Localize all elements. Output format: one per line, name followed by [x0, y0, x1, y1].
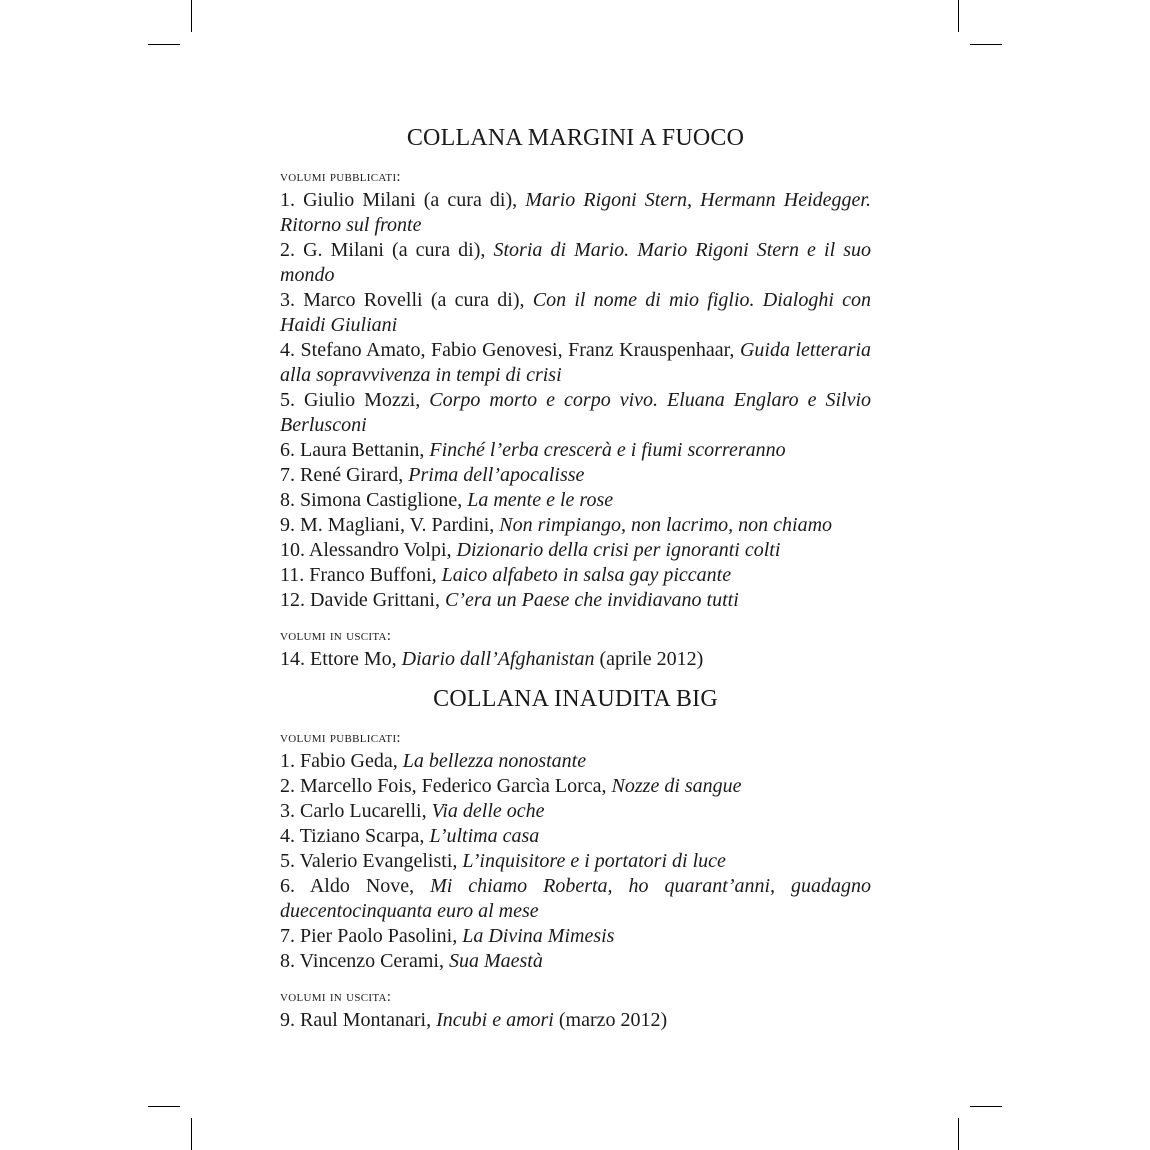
item-author: Alessandro Volpi,: [308, 539, 452, 561]
item-author: Marcello Fois, Federico Garcìa Lorca,: [300, 775, 607, 797]
item-title: Mi chiamo Roberta, ho quarant’anni, guadagno duecentocinquanta euro al mese: [280, 875, 871, 922]
crop-mark: [970, 44, 1002, 45]
item-author: Valerio Evangelisti,: [299, 850, 458, 872]
item-number: 5.: [280, 850, 295, 872]
crop-mark: [148, 1106, 180, 1107]
item-author: Raul Montanari,: [300, 1009, 432, 1031]
book-list: [280, 1008, 871, 1033]
item-number: 9.: [280, 514, 295, 536]
item-number: 7.: [280, 464, 295, 486]
item-author: Tiziano Scarpa,: [299, 825, 425, 847]
item-number: 6.: [280, 439, 295, 461]
collection-title: COLLANA MARGINI A FUOCO: [406, 125, 745, 151]
item-title: Via delle oche: [431, 800, 545, 822]
item-title: Sua Maestà: [448, 950, 543, 972]
item-number: 6.: [280, 875, 295, 897]
item-author: Laura Bettanin,: [300, 439, 425, 461]
list-item: [280, 849, 871, 874]
item-author: Simona Castiglione,: [300, 489, 463, 511]
list-item: [280, 647, 871, 672]
item-title: Dizionario della crisi per ignoranti colti: [456, 539, 781, 561]
book-list: [280, 749, 871, 974]
list-item: [280, 513, 871, 538]
item-author: Davide Grittani,: [310, 589, 440, 611]
item-author: Aldo Nove,: [309, 875, 415, 897]
list-item: [280, 1008, 871, 1033]
collection-title: COLLANA INAUDITA BIG: [433, 686, 718, 712]
list-item: [280, 238, 871, 288]
item-number: 3.: [280, 800, 295, 822]
item-title: Laico alfabeto in salsa gay piccante: [441, 564, 732, 586]
crop-mark: [191, 1118, 192, 1150]
item-title: Con il nome di mio figlio. Dialoghi con Haidi Giuliani: [280, 289, 871, 336]
item-title: La bellezza nonostante: [402, 750, 587, 772]
item-number: 8.: [280, 489, 295, 511]
item-author: Pier Paolo Pasolini,: [300, 925, 458, 947]
section-upcoming: [280, 986, 871, 1033]
item-title: Mario Rigoni Stern, Hermann Heidegger. Ritorno sul fronte: [280, 189, 871, 236]
item-number: 14.: [280, 648, 305, 670]
list-item: [280, 774, 871, 799]
section-label: volumi in uscita:: [280, 628, 392, 644]
item-author: Vincenzo Cerami,: [299, 950, 444, 972]
list-item: [280, 538, 871, 563]
section-upcoming: [280, 625, 871, 672]
item-number: 2.: [280, 775, 295, 797]
list-item: [280, 188, 871, 238]
item-title: Incubi e amori: [436, 1009, 554, 1031]
crop-mark: [958, 0, 959, 32]
item-number: 12.: [280, 589, 305, 611]
item-number: 7.: [280, 925, 295, 947]
item-number: 8.: [280, 950, 295, 972]
item-title: La Divina Mimesis: [462, 925, 615, 947]
item-number: 4.: [280, 825, 295, 847]
item-title: Nozze di sangue: [611, 775, 742, 797]
list-item: [280, 338, 871, 388]
item-title: Corpo morto e corpo vivo. Eluana Englaro e Silvio Berlusconi: [280, 389, 872, 436]
item-author: Franco Buffoni,: [309, 564, 437, 586]
list-item: [280, 388, 871, 438]
list-item: [280, 949, 871, 974]
item-number: 10.: [280, 539, 305, 561]
item-number: 1.: [280, 750, 295, 772]
item-author: M. Magliani, V. Pardini,: [300, 514, 495, 536]
item-author: Marco Rovelli (a cura di),: [303, 289, 525, 311]
item-title: Finché l’erba crescerà e i fiumi scorreranno: [429, 439, 786, 461]
item-number: 4.: [280, 339, 295, 361]
list-item: [280, 749, 871, 774]
item-number: 3.: [280, 289, 295, 311]
item-number: 9.: [280, 1009, 295, 1031]
item-author: Giulio Mozzi,: [304, 389, 421, 411]
crop-mark: [191, 0, 192, 32]
item-author: Fabio Geda,: [300, 750, 398, 772]
item-title: C’era un Paese che invidiavano tutti: [444, 589, 739, 611]
item-number: 11.: [280, 564, 305, 586]
book-list: [280, 188, 871, 613]
item-number: 5.: [280, 389, 295, 411]
list-item: [280, 563, 871, 588]
item-title: L’inquisitore e i portatori di luce: [462, 850, 726, 872]
item-author: Ettore Mo,: [310, 648, 397, 670]
list-item: [280, 588, 871, 613]
book-list: [280, 647, 871, 672]
section-label: volumi pubblicati:: [280, 730, 401, 746]
list-item: [280, 288, 871, 338]
list-item: [280, 438, 871, 463]
item-author: G. Milani (a cura di),: [303, 239, 486, 261]
crop-mark: [958, 1118, 959, 1150]
item-author: René Girard,: [300, 464, 404, 486]
item-author: Stefano Amato, Fabio Genovesi, Franz Krauspenhaar,: [300, 339, 735, 361]
item-title: Diario dall’Afghanistan: [401, 648, 595, 670]
item-title: Guida letteraria alla sopravvivenza in tempi di crisi: [280, 339, 872, 386]
section-label: volumi pubblicati:: [280, 169, 401, 185]
item-release-note: (aprile 2012): [599, 648, 704, 670]
collection: [280, 125, 871, 672]
list-item: [280, 799, 871, 824]
list-item: [280, 488, 871, 513]
item-author: Giulio Milani (a cura di),: [303, 189, 518, 211]
list-item: [280, 463, 871, 488]
section-published: [280, 166, 871, 613]
section-published: [280, 727, 871, 974]
crop-mark: [148, 44, 180, 45]
item-number: 2.: [280, 239, 295, 261]
catalog-page: [280, 125, 871, 1033]
item-title: La mente e le rose: [467, 489, 614, 511]
item-title: Non rimpiango, non lacrimo, non chiamo: [499, 514, 833, 536]
item-author: Carlo Lucarelli,: [300, 800, 427, 822]
item-number: 1.: [280, 189, 295, 211]
item-release-note: (marzo 2012): [558, 1009, 668, 1031]
list-item: [280, 924, 871, 949]
section-label: volumi in uscita:: [280, 989, 392, 1005]
item-title: Prima dell’apocalisse: [408, 464, 585, 486]
list-item: [280, 824, 871, 849]
crop-mark: [970, 1106, 1002, 1107]
collection: [280, 686, 871, 1033]
item-title: L’ultima casa: [429, 825, 540, 847]
list-item: [280, 874, 871, 924]
item-title: Storia di Mario. Mario Rigoni Stern e il suo mondo: [280, 239, 871, 286]
